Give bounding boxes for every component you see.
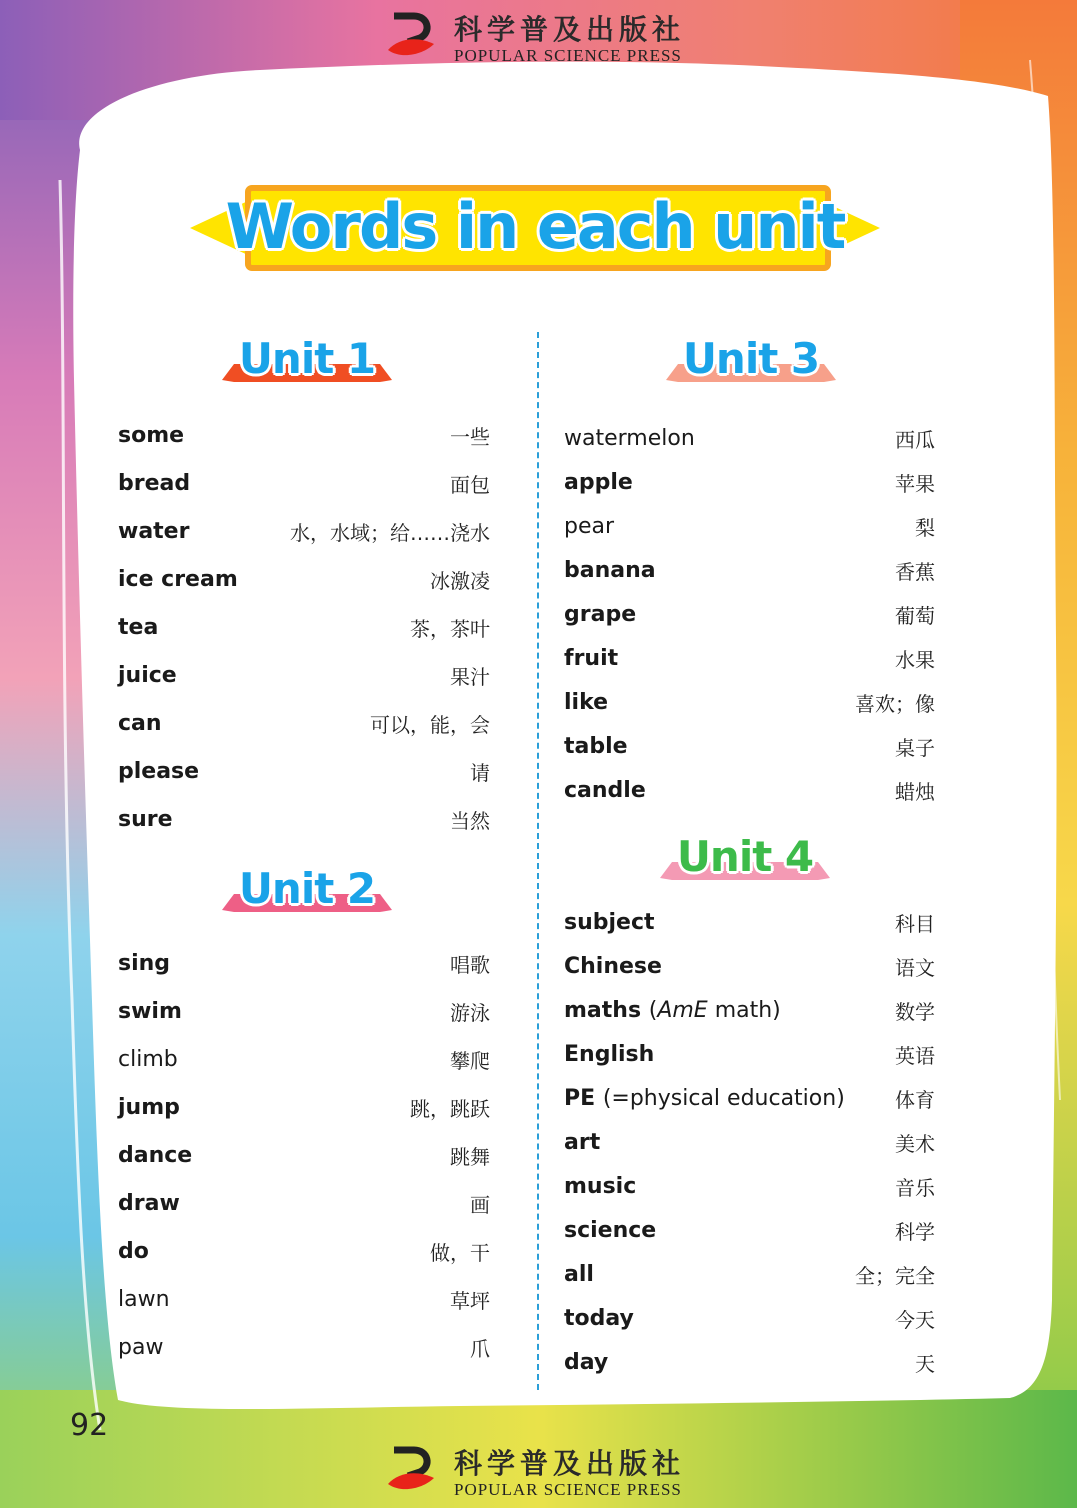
word-row xyxy=(564,592,935,636)
word-row xyxy=(118,1227,490,1275)
word-row xyxy=(118,747,490,795)
word-en: banana xyxy=(564,557,656,583)
publisher-name-cn: 科学普及出版社 xyxy=(454,1447,686,1480)
word-en: subject xyxy=(564,909,655,935)
word-cn: 游泳 xyxy=(450,1000,490,1025)
word-cn: 果汁 xyxy=(450,664,490,689)
word-row xyxy=(118,411,490,459)
word-en: all xyxy=(564,1261,594,1287)
word-row xyxy=(564,1164,935,1208)
word-cn: 跳舞 xyxy=(450,1144,490,1169)
word-row xyxy=(564,900,935,944)
word-en: please xyxy=(118,758,200,784)
word-row xyxy=(118,1179,490,1227)
word-row xyxy=(564,1252,935,1296)
word-en: juice xyxy=(118,662,177,688)
word-cn: 一些 xyxy=(450,424,490,449)
word-cn: 茶，茶叶 xyxy=(410,616,490,641)
word-cn: 草坪 xyxy=(450,1288,490,1313)
word-en: apple xyxy=(564,469,633,495)
word-en: climb xyxy=(118,1046,178,1072)
word-cn: 可以，能，会 xyxy=(370,712,490,737)
word-en: swim xyxy=(118,998,182,1024)
word-row xyxy=(118,795,490,843)
word-row xyxy=(118,1131,490,1179)
word-en: maths xyxy=(564,997,642,1023)
word-en: sing xyxy=(118,950,171,976)
word-cn: 体育 xyxy=(895,1087,935,1112)
word-cn: 今天 xyxy=(895,1307,935,1332)
word-row xyxy=(118,1035,490,1083)
word-row xyxy=(118,603,490,651)
word-cn: 攀爬 xyxy=(450,1048,490,1073)
word-row xyxy=(564,1208,935,1252)
word-row xyxy=(118,555,490,603)
word-en: like xyxy=(564,689,609,715)
word-cn: 美术 xyxy=(895,1131,935,1156)
publisher-logo-icon xyxy=(384,10,440,66)
word-row xyxy=(118,651,490,699)
word-en: do xyxy=(118,1238,149,1264)
unit-4-heading xyxy=(660,834,840,894)
word-row xyxy=(564,548,935,592)
unit-2-title: Unit 2 xyxy=(238,864,376,913)
unit-1-heading xyxy=(222,336,402,396)
word-row xyxy=(564,504,935,548)
word-en: sure xyxy=(118,806,173,832)
word-en: paw xyxy=(118,1334,164,1360)
word-cn: 科学 xyxy=(895,1219,935,1244)
publisher-name-en: POPULAR SCIENCE PRESS xyxy=(454,46,682,65)
word-cn: 冰激凌 xyxy=(430,568,490,593)
word-en: fruit xyxy=(564,645,619,671)
unit-2-heading xyxy=(222,866,402,926)
word-en: candle xyxy=(564,777,646,803)
publisher-footer xyxy=(384,1440,714,1502)
word-cn: 爪 xyxy=(470,1336,490,1361)
word-note: (=physical education) xyxy=(602,1085,845,1111)
word-row xyxy=(118,507,490,555)
word-row xyxy=(564,460,935,504)
word-en: watermelon xyxy=(564,425,695,451)
word-cn: 音乐 xyxy=(895,1175,935,1200)
word-en: today xyxy=(564,1305,634,1331)
unit-2-word-list xyxy=(118,939,490,1371)
title-banner xyxy=(190,178,890,278)
word-en: jump xyxy=(118,1094,180,1120)
word-row xyxy=(118,459,490,507)
word-en: can xyxy=(118,710,162,736)
word-cn: 数学 xyxy=(895,999,935,1024)
word-cn: 画 xyxy=(470,1192,490,1217)
word-cn: 葡萄 xyxy=(895,603,935,628)
word-cn: 水，水域；给……浇水 xyxy=(290,520,490,545)
word-row xyxy=(564,1296,935,1340)
word-note-open: ( xyxy=(648,997,658,1023)
word-en: draw xyxy=(118,1190,180,1216)
word-cn: 梨 xyxy=(915,515,935,540)
publisher-name-en: POPULAR SCIENCE PRESS xyxy=(454,1480,682,1499)
word-row xyxy=(118,699,490,747)
word-row xyxy=(564,1032,935,1076)
word-en-group xyxy=(564,1086,845,1111)
word-en: water xyxy=(118,518,190,544)
unit-1-word-list xyxy=(118,411,490,843)
word-cn: 当然 xyxy=(450,808,490,833)
unit-3-heading xyxy=(666,336,846,396)
word-row xyxy=(564,636,935,680)
word-row xyxy=(564,680,935,724)
word-cn: 做，干 xyxy=(430,1240,490,1265)
word-row xyxy=(564,1076,935,1120)
word-note-italic: AmE xyxy=(657,997,708,1023)
word-en: ice cream xyxy=(118,566,238,592)
page-number: 92 xyxy=(70,1408,109,1443)
word-row xyxy=(118,1083,490,1131)
word-cn: 喜欢；像 xyxy=(855,691,935,716)
word-cn: 水果 xyxy=(895,647,935,672)
word-row xyxy=(564,1120,935,1164)
unit-4-word-list xyxy=(564,900,935,1384)
word-en: PE xyxy=(564,1085,596,1111)
word-row xyxy=(118,939,490,987)
word-en: pear xyxy=(564,513,615,539)
word-en-group xyxy=(564,998,781,1023)
word-row xyxy=(118,1323,490,1371)
word-cn: 桌子 xyxy=(895,735,935,760)
unit-3-title: Unit 3 xyxy=(682,334,820,383)
word-en: bread xyxy=(118,470,191,496)
word-en: music xyxy=(564,1173,637,1199)
word-cn: 香蕉 xyxy=(895,559,935,584)
word-cn: 请 xyxy=(470,760,490,785)
word-cn: 苹果 xyxy=(895,471,935,496)
word-cn: 唱歌 xyxy=(450,952,490,977)
word-cn: 天 xyxy=(915,1351,935,1376)
word-row xyxy=(118,987,490,1035)
word-row xyxy=(564,1340,935,1384)
unit-3-word-list xyxy=(564,416,935,812)
word-en: English xyxy=(564,1041,655,1067)
word-cn: 英语 xyxy=(895,1043,935,1068)
word-row xyxy=(564,724,935,768)
publisher-header xyxy=(384,6,714,68)
word-cn: 西瓜 xyxy=(895,427,935,452)
word-en: Chinese xyxy=(564,953,662,979)
word-row xyxy=(118,1275,490,1323)
word-note-rest: math) xyxy=(707,997,781,1023)
publisher-name-cn: 科学普及出版社 xyxy=(454,13,686,46)
column-divider xyxy=(537,332,539,1390)
unit-1-title: Unit 1 xyxy=(238,334,376,383)
word-en: grape xyxy=(564,601,637,627)
word-en: table xyxy=(564,733,628,759)
word-en: art xyxy=(564,1129,601,1155)
word-cn: 跳，跳跃 xyxy=(410,1096,490,1121)
publisher-logo-icon xyxy=(384,1444,440,1500)
word-en: tea xyxy=(118,614,159,640)
word-row xyxy=(564,944,935,988)
word-row xyxy=(564,988,935,1032)
word-en: day xyxy=(564,1349,609,1375)
word-en: lawn xyxy=(118,1286,170,1312)
word-cn: 科目 xyxy=(895,911,935,936)
word-row xyxy=(564,768,935,812)
page-title: Words in each unit xyxy=(225,190,845,263)
word-cn: 面包 xyxy=(450,472,490,497)
word-en: science xyxy=(564,1217,657,1243)
word-cn: 蜡烛 xyxy=(895,779,935,804)
word-row xyxy=(564,416,935,460)
word-en: some xyxy=(118,422,185,448)
unit-4-title: Unit 4 xyxy=(676,832,814,881)
word-cn: 全；完全 xyxy=(855,1263,935,1288)
word-en: dance xyxy=(118,1142,193,1168)
word-cn: 语文 xyxy=(895,955,935,980)
